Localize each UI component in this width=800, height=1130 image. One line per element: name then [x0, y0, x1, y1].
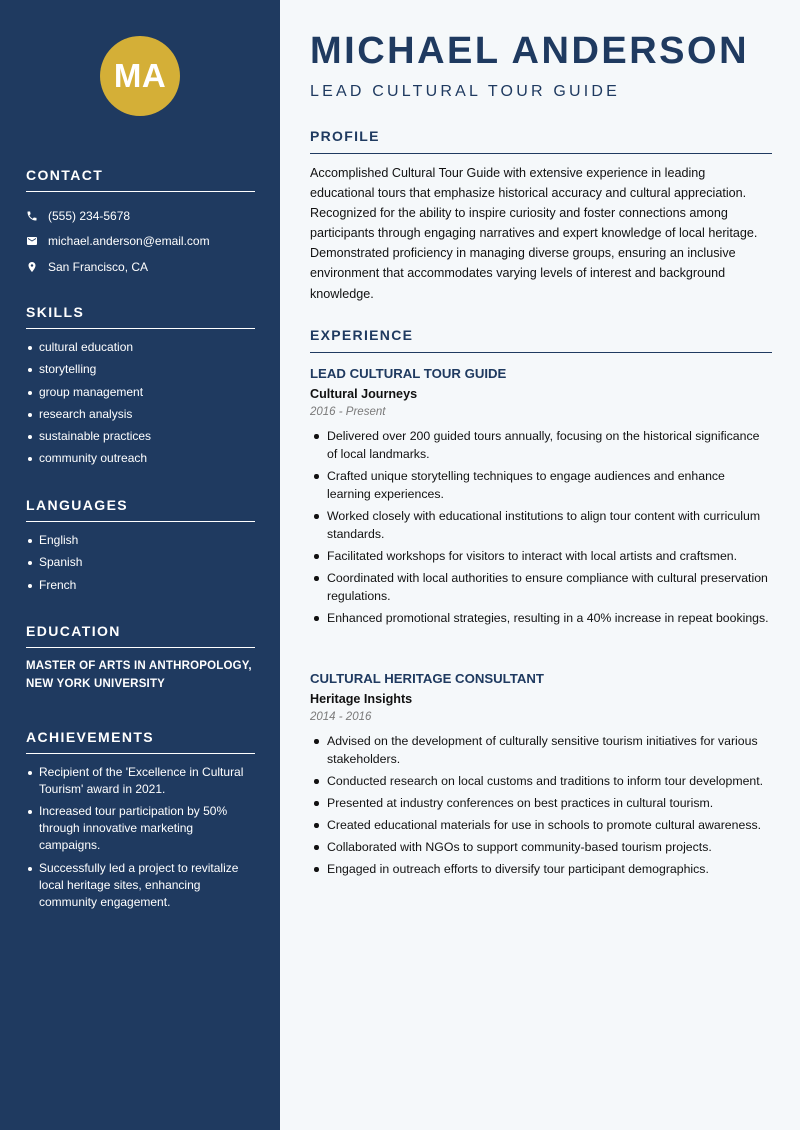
job-bullet: Crafted unique storytelling techniques to engage audiences and enhance learning experiences. [310, 467, 772, 503]
achievement-item: Successfully led a project to revitalize local heritage sites, enhancing community engagement. [26, 860, 255, 911]
contact-item-location [26, 254, 255, 280]
achievements-section [26, 729, 255, 916]
job-bullet: Delivered over 200 guided tours annually, focusing on the historical significance of local landmarks. [310, 427, 772, 463]
languages-list [26, 532, 255, 594]
skills-list [26, 339, 255, 467]
candidate-name: MICHAEL ANDERSON [310, 30, 750, 72]
job-bullet: Collaborated with NGOs to support community-based tourism projects. [310, 838, 772, 856]
job-bullet: Created educational materials for use in schools to promote cultural awareness. [310, 816, 772, 834]
skill-item: storytelling [26, 361, 255, 378]
language-item: Spanish [26, 554, 255, 571]
job-bullet: Presented at industry conferences on best practices in cultural tourism. [310, 794, 772, 812]
email-icon [26, 235, 48, 247]
job-bullet: Engaged in outreach efforts to diversify tour participant demographics. [310, 860, 772, 878]
job-bullet: Facilitated workshops for visitors to interact with local artists and craftsmen. [310, 547, 772, 565]
job-entry [310, 366, 772, 631]
contact-item-email [26, 229, 255, 255]
education-heading: EDUCATION [26, 623, 255, 648]
skills-heading: SKILLS [26, 304, 255, 329]
contact-location: San Francisco, CA [48, 259, 149, 274]
candidate-title: LEAD CULTURAL TOUR GUIDE [310, 83, 621, 100]
achievements-heading: ACHIEVEMENTS [26, 729, 255, 754]
job-company: Cultural Journeys [310, 387, 418, 401]
job-bullet: Worked closely with educational institutions to align tour content with curriculum standards. [310, 507, 772, 543]
location-icon [26, 261, 48, 273]
achievements-list [26, 764, 255, 911]
job-bullet: Enhanced promotional strategies, resulting in a 40% increase in repeat bookings. [310, 609, 772, 627]
job-bullets [310, 427, 772, 627]
achievement-item: Recipient of the 'Excellence in Cultural Tourism' award in 2021. [26, 764, 255, 798]
languages-section [26, 497, 255, 599]
profile-summary: Accomplished Cultural Tour Guide with extensive experience in leading educational tours that emphasize historical accuracy and cultural appreciation. Recognized for the ability to inspire curiosity and foster connections among participants through engaging narratives and expert knowledge of local heritage. Demonstrated proficiency in managing diverse groups, ensuring an inclusive environment that accommodates varying levels of interest and background knowledge. [310, 166, 758, 301]
contact-item-phone [26, 203, 255, 229]
avatar-initials: MA [100, 36, 180, 116]
sidebar [0, 0, 280, 1130]
job-title: CULTURAL HERITAGE CONSULTANT [310, 671, 544, 686]
skill-item: community outreach [26, 450, 255, 467]
phone-icon [26, 210, 48, 222]
skill-item: research analysis [26, 406, 255, 423]
contact-heading: CONTACT [26, 167, 255, 192]
skill-item: group management [26, 384, 255, 401]
job-dates: 2016 - Present [310, 406, 386, 418]
job-entry [310, 671, 772, 882]
skill-item: cultural education [26, 339, 255, 356]
job-title: LEAD CULTURAL TOUR GUIDE [310, 366, 507, 381]
languages-heading: LANGUAGES [26, 497, 255, 522]
job-bullets [310, 732, 772, 878]
job-bullet: Coordinated with local authorities to ensure compliance with cultural preservation regulations. [310, 569, 772, 605]
job-dates: 2014 - 2016 [310, 711, 372, 723]
job-bullet: Conducted research on local customs and traditions to inform tour development. [310, 772, 772, 790]
experience-heading: EXPERIENCE [310, 327, 772, 353]
education-section [26, 623, 255, 693]
skill-item: sustainable practices [26, 428, 255, 445]
contact-section [26, 167, 255, 280]
job-bullet: Advised on the development of culturally sensitive tourism initiatives for various stakeholders. [310, 732, 772, 768]
job-company: Heritage Insights [310, 692, 413, 706]
achievement-item: Increased tour participation by 50% through innovative marketing campaigns. [26, 803, 255, 854]
skills-section [26, 304, 255, 473]
education-degree: MASTER OF ARTS IN ANTHROPOLOGY, NEW YORK UNIVERSITY [26, 660, 252, 690]
language-item: French [26, 577, 255, 594]
contact-phone: (555) 234-5678 [48, 208, 131, 223]
language-item: English [26, 532, 255, 549]
contact-list [26, 203, 255, 280]
profile-heading: PROFILE [310, 128, 772, 154]
contact-email: michael.anderson@email.com [48, 234, 210, 249]
